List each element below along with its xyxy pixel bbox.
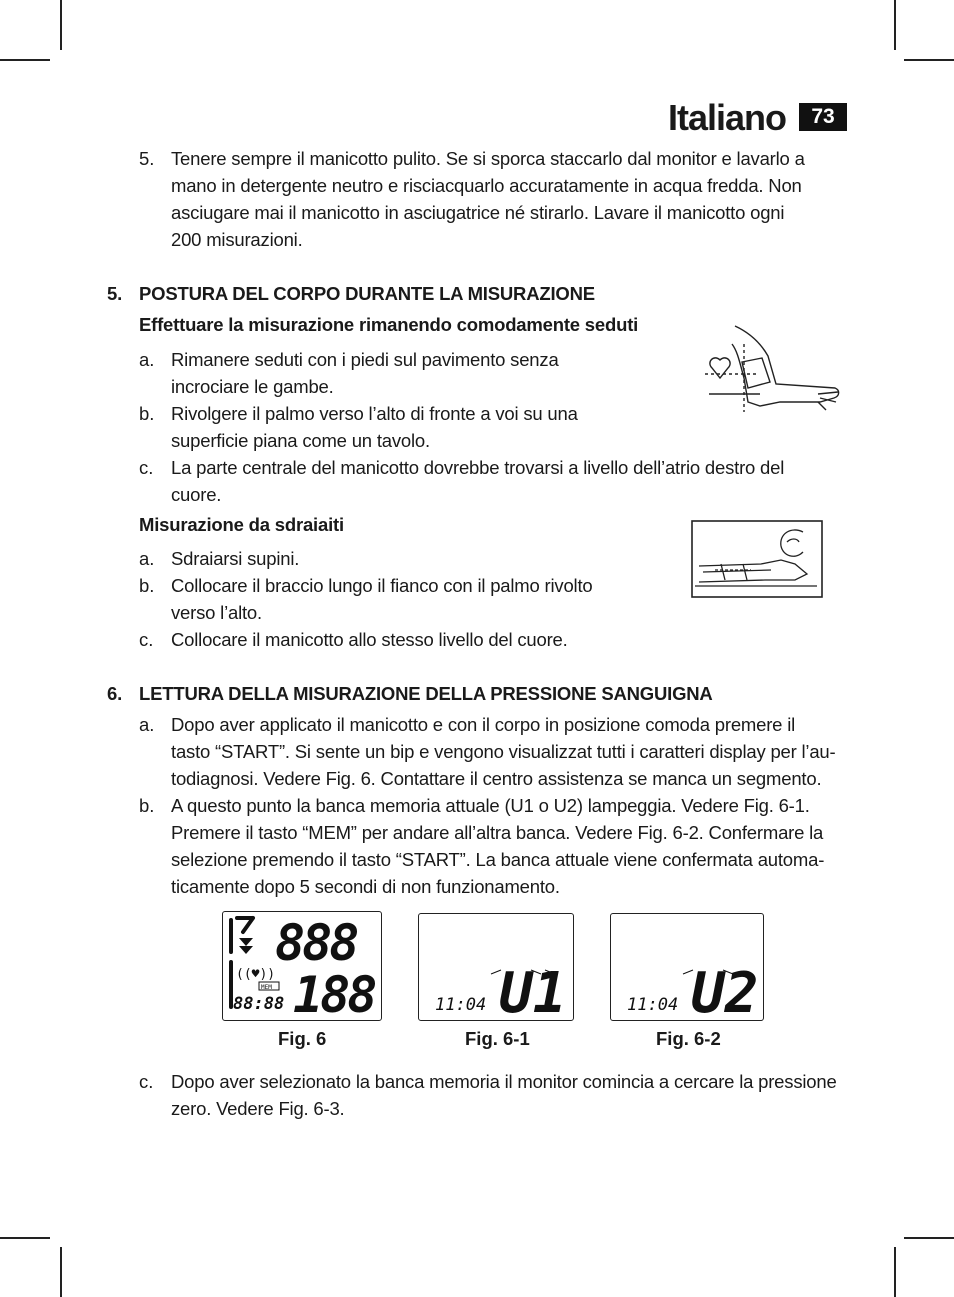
memory-bank-label: U2 (691, 961, 759, 1020)
list-item-line: incrociare le gambe. (171, 376, 334, 397)
crop-mark (904, 59, 954, 61)
memory-bank-label: U1 (499, 961, 567, 1020)
figure-caption: Fig. 6-1 (465, 1028, 530, 1049)
crop-mark (894, 1247, 896, 1297)
list-item-line: superficie piana come un tavolo. (171, 430, 430, 451)
svg-text:((♥)): ((♥)) (236, 967, 276, 982)
list-marker: a. (139, 714, 155, 735)
list-marker: c. (139, 457, 154, 478)
lying-position-illustration (691, 520, 823, 598)
subsection-title: Misurazione da sdraiaiti (139, 514, 344, 535)
list-item-line: cuore. (171, 484, 222, 505)
crop-mark (60, 0, 62, 50)
time-readout: 88:88 (233, 994, 285, 1014)
list-marker: 5. (139, 148, 155, 169)
section-number: 6. (107, 683, 123, 704)
list-item-line: tasto “START”. Si sente un bip e vengono visualizzat tutti i caratteri display per l’au- (171, 741, 836, 762)
lcd-display-figure-6 (222, 911, 382, 1021)
paragraph-line: mano in detergente neutro e risciacquarlo accuratamente in acqua fredda. Non (171, 175, 802, 196)
list-item-line: todiagnosi. Vedere Fig. 6. Contattare il centro assistenza se manca un segmento. (171, 768, 822, 789)
list-item-line: A questo punto la banca memoria attuale (U1 o U2) lampeggia. Vedere Fig. 6-1. (171, 795, 810, 816)
mem-label: MEM (261, 984, 272, 991)
list-marker: b. (139, 575, 155, 596)
section-title: POSTURA DEL CORPO DURANTE LA MISURAZIONE (139, 283, 595, 304)
list-item-line: Collocare il manicotto allo stesso livello del cuore. (171, 629, 568, 650)
list-item-line: Premere il tasto “MEM” per andare all’altra banca. Vedere Fig. 6-2. Confermare la (171, 822, 824, 843)
list-item-line: Dopo aver selezionato la banca memoria il monitor comincia a cercare la pressione (171, 1071, 837, 1092)
time-readout: 11:04 (435, 995, 487, 1015)
list-item-line: Collocare il braccio lungo il fianco con il palmo rivolto (171, 575, 593, 596)
paragraph-line: Tenere sempre il manicotto pulito. Se si sporca staccarlo dal monitor e lavarlo a (171, 148, 805, 169)
crop-mark (60, 1247, 62, 1297)
crop-mark (0, 1237, 50, 1239)
list-item-line: Rivolgere il palmo verso l’alto di fronte a voi su una (171, 403, 578, 424)
figure-caption: Fig. 6-2 (656, 1028, 721, 1049)
list-marker: a. (139, 548, 155, 569)
seated-arm-illustration (700, 322, 845, 414)
diastolic-digits: 188 (293, 966, 375, 1020)
paragraph-line: 200 misurazioni. (171, 229, 303, 250)
lcd-display-figure-6-1 (418, 913, 574, 1021)
time-readout: 11:04 (627, 995, 679, 1015)
list-marker: c. (139, 1071, 154, 1092)
list-item-line: Sdraiarsi supini. (171, 548, 300, 569)
list-item-line: verso l’alto. (171, 602, 262, 623)
page-language-heading: Italiano (668, 97, 787, 138)
section-title: LETTURA DELLA MISURAZIONE DELLA PRESSIONE SANGUIGNA (139, 683, 713, 704)
list-item-line: selezione premendo il tasto “START”. La banca attuale viene confermata automa- (171, 849, 825, 870)
lcd-display-figure-6-2 (610, 913, 764, 1021)
figure-caption: Fig. 6 (278, 1028, 327, 1049)
list-item-line: Dopo aver applicato il manicotto e con il corpo in posizione comoda premere il (171, 714, 796, 735)
list-item-line: Rimanere seduti con i piedi sul pavimento senza (171, 349, 559, 370)
section-subtitle: Effettuare la misurazione rimanendo comodamente seduti (139, 314, 639, 335)
paragraph-line: asciugare mai il manicotto in asciugatrice né stirarlo. Lavare il manicotto ogni (171, 202, 785, 223)
page-number: 73 (799, 103, 847, 131)
list-marker: b. (139, 795, 155, 816)
list-marker: c. (139, 629, 154, 650)
section-number: 5. (107, 283, 123, 304)
crop-mark (894, 0, 896, 50)
list-item-line: La parte centrale del manicotto dovrebbe trovarsi a livello dell’atrio destro del (171, 457, 785, 478)
crop-mark (904, 1237, 954, 1239)
list-item-line: ticamente dopo 5 secondi di non funzionamento. (171, 876, 560, 897)
list-marker: b. (139, 403, 155, 424)
crop-mark (0, 59, 50, 61)
list-item-line: zero. Vedere Fig. 6-3. (171, 1098, 345, 1119)
systolic-digits: 888 (275, 914, 357, 972)
list-marker: a. (139, 349, 155, 370)
